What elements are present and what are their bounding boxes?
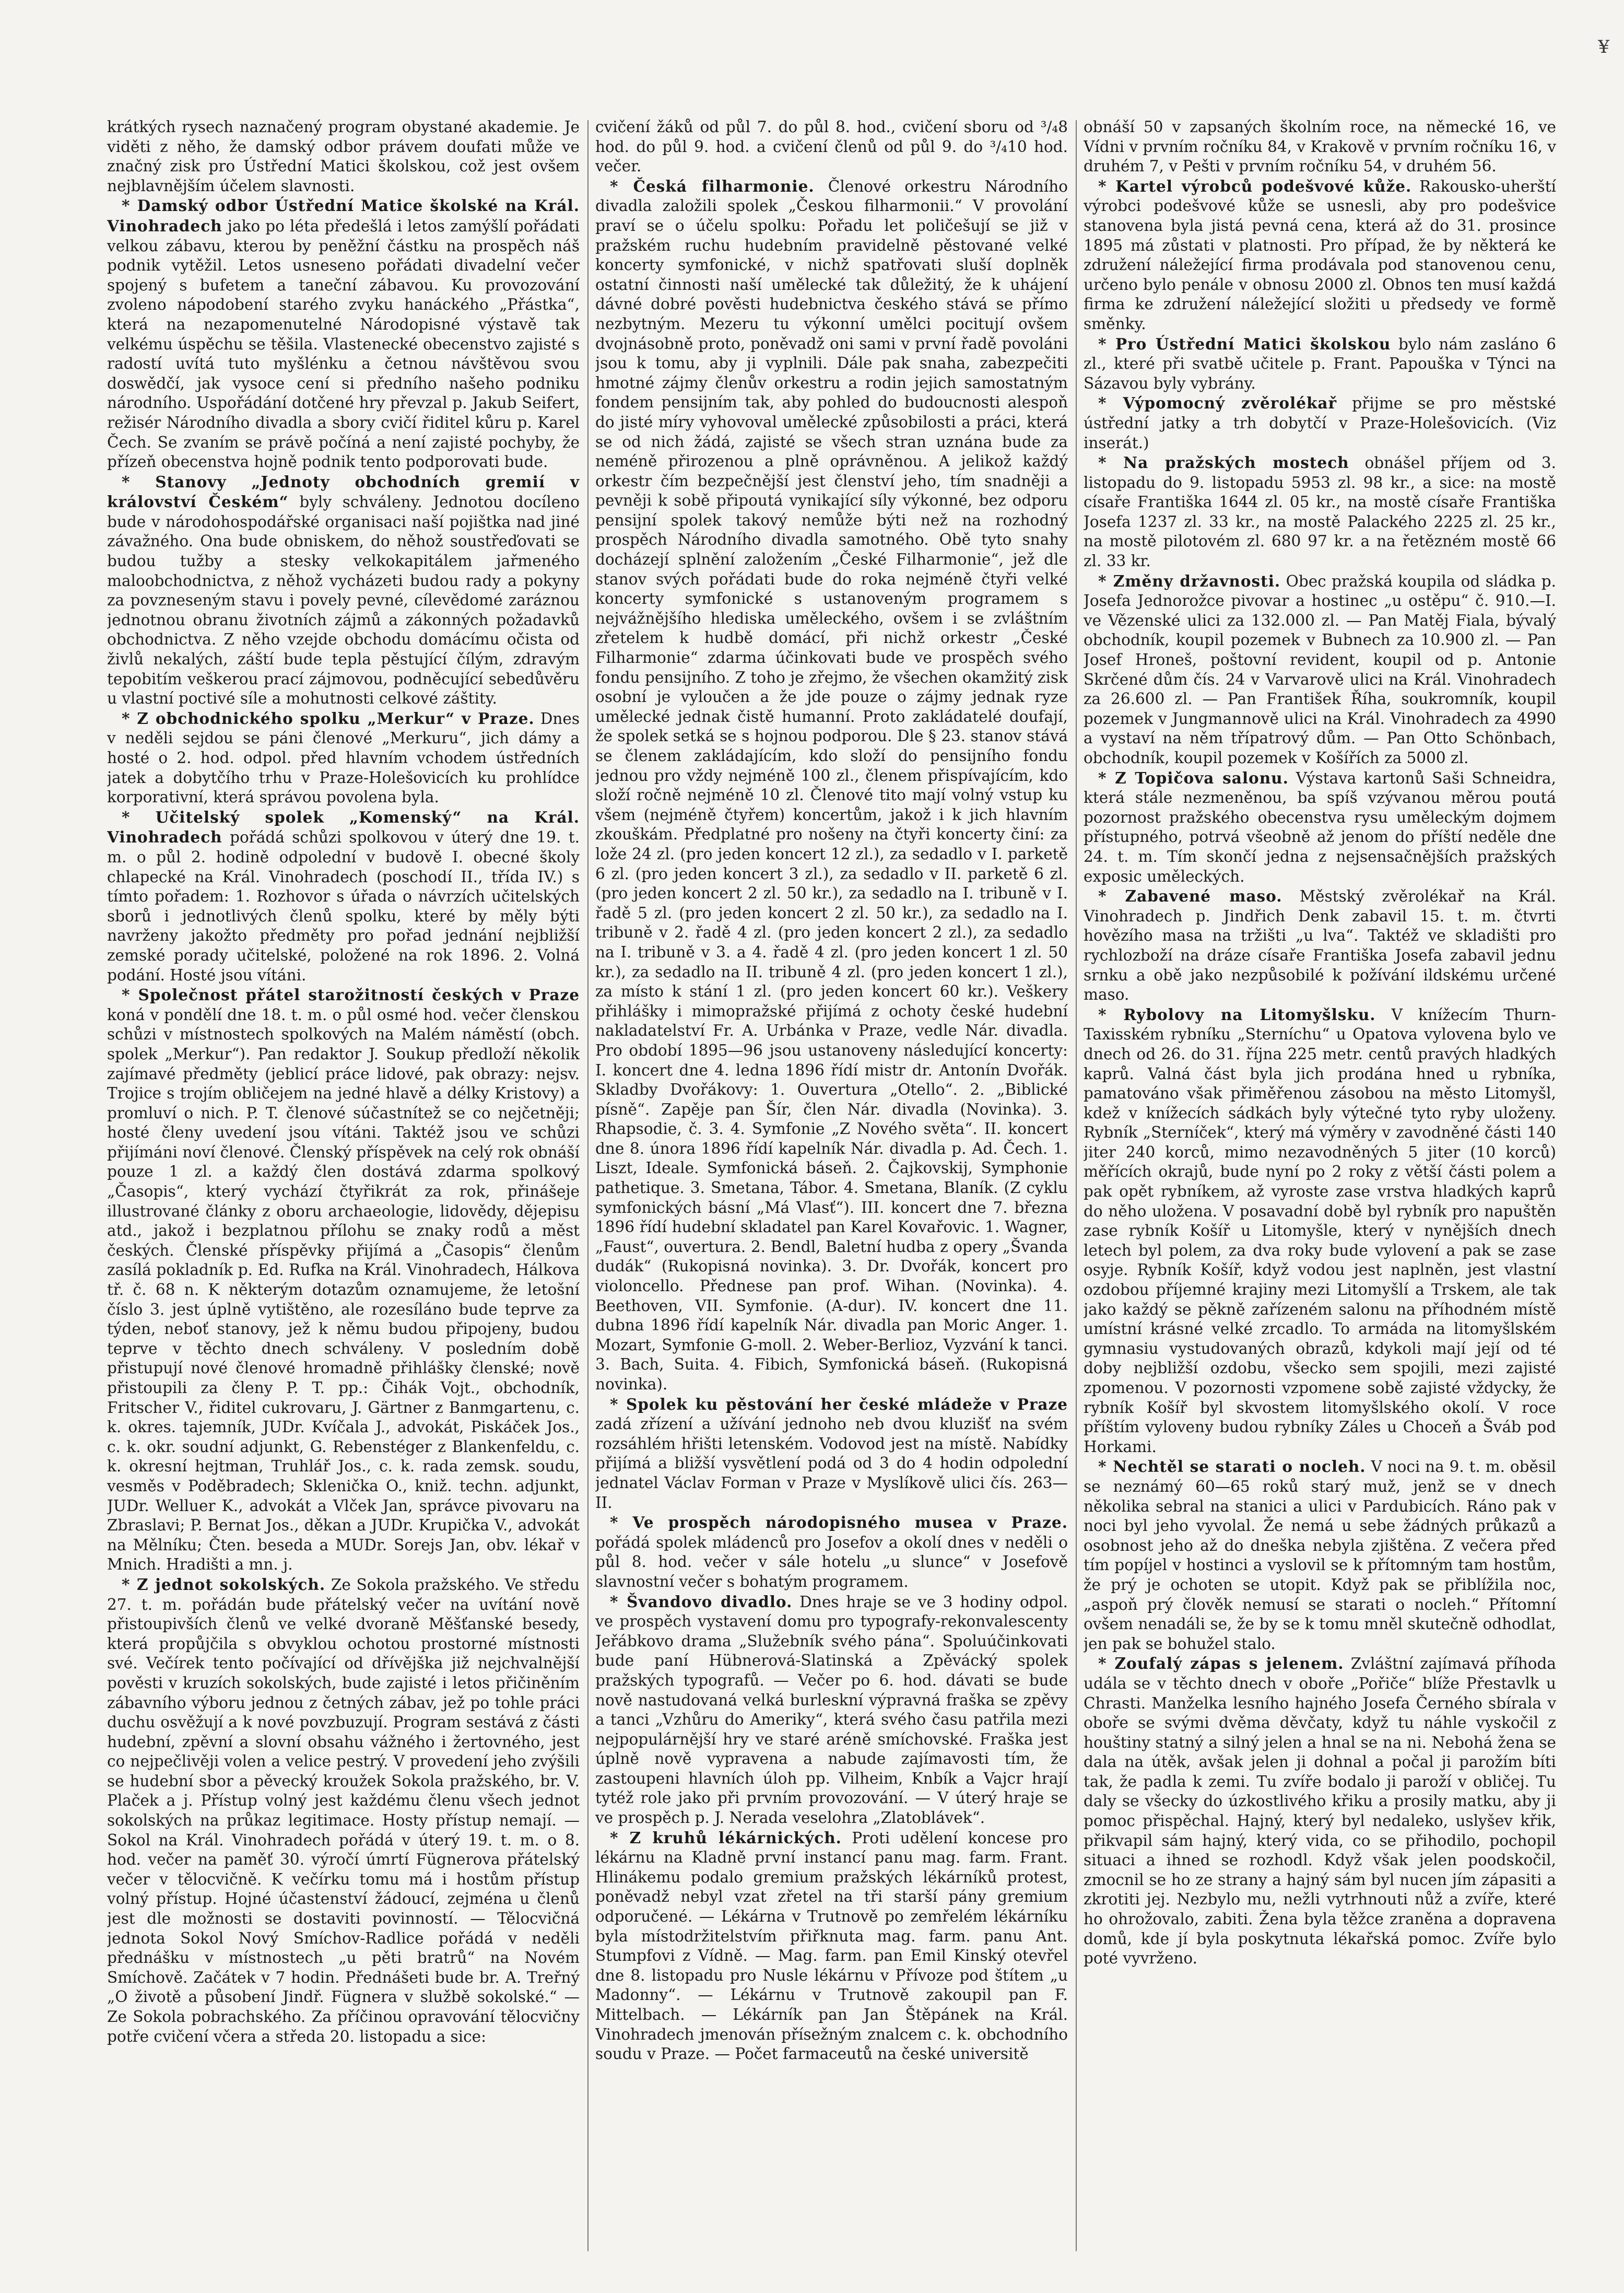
news-item-text: pořádá schůzi spolkovou v úterý dne 19. t. m. o půl 2. hodině odpolední v budově I. obecné školy chlapecké na Král. Vinohradech (poschodí II., třída IV.) s tímto pořadem: 1. Rozhovor s úřada o návrzích učitelských sborů i jednotlivých členů spolku, které by měly býti navrženy jakožto předměty pro pořad jednání nejbližší zemské porady učitelské, položené na rok 1896. 2. Volná podání. Hosté jsou vítáni. [107, 828, 580, 984]
news-item [595, 118, 1068, 177]
news-item-text: zadá zřízení a užívání jednoho neb dvou kluzišť na svém rozsáhlém hřišti letenském. Vodovod jest na místě. Nabídky přijímá a bližší vysvětlení podá od 3 do 4 hodin odpolední jednatel Václav Forman v Praze v Myslíkově ulici čís. 263—II. [595, 1415, 1068, 1512]
news-item-text: Obec pražská koupila od sládka p. Josefa Jednorožce pivovar a hostinec „u ostěpu“ č. 910.—I. ve Vězenské ulici za 132.000 zl. — Pan Matěj Fiala, bývalý obchodník, koupil pozemek v Bubnech za 10.900 zl. — Pan Josef Hroneš, poštovní revident, koupil od p. Antonie Skrčené dům čís. 24 v Varvarově ulici na Král. Vinohradech za 26.600 zl. — Pan František Říha, soukromník, koupil pozemek v Jungmannově ulici na Král. Vinohradech za 4990 a vystaví na něm třípatrový dům. — Pan Otto Schönbach, obchodník, koupil pozemek v Košířích za 5000 zl. [1084, 572, 1556, 767]
news-item [107, 472, 580, 709]
news-item-heading: * Zoufalý zápas s jelenem. [1098, 1654, 1344, 1673]
column-left [107, 118, 580, 2254]
news-item [595, 177, 1068, 1395]
news-item-text: pořádá spolek mládenců pro Josefov a okolí dnes v neděli o půl 8. hod. večer v sále hotelu „u slunce“ v Josefově slavnostní večer s bohatým programem. [595, 1533, 1068, 1590]
news-item [107, 709, 580, 808]
news-item [1084, 571, 1556, 768]
news-item [595, 1828, 1068, 2064]
news-item-text: Výstava kartonů Saši Schneidra, která stále nezmeněnou, ba spíš vzývanou měrou poutá pozornost pražského obecenstva rysu uměleckým dojmem přístupného, potrvá všeobně až jenom do příští neděle dne 24. t. m. Tím skončí jedna z nejsensačnějších pražských exposic uměleckých. [1084, 769, 1556, 885]
news-item-heading: * Nechtěl se starati o nocleh. [1098, 1457, 1366, 1476]
news-item-heading: * Zabavené maso. [1098, 887, 1282, 906]
news-item-text: přijme se pro městské ústřední jatky a trh dobytčí v Praze-Holešovicích. (Viz inserát.) [1084, 394, 1556, 452]
page-edge-mark: ¥ [1598, 37, 1609, 57]
news-item-text: bylo nám zasláno 6 zl., které při svatbě učitele p. Frant. Papouška v Týnci na Sázavou byly vybrány. [1084, 335, 1556, 392]
news-item-text: obnáší 50 v zapsaných školním roce, na německé 16, ve Vídni v prvním ročníku 84, v Krakově v prvním ročníku 16, v druhém 7, v Pešti v prvním ročníku 54, v druhém 56. [1084, 118, 1556, 176]
news-item-text: jako po léta předešlá i letos zamýšlí pořádati velkou zábavu, kterou by peněžní částku na prospěch náš podnik vytěžil. Letos usneseno pořádati divadelní večer spojený s bufetem a taneční zábavou. Ku provozování zvoleno nápodobení starého zvyku hanáckého „Přástka“, která na nezapomenutelné Národopisné výstavě tak velkému úspěchu se těšila. Vlastenecké obecenstvo zajisté s radostí uvítá tuto myšlénku a četnou návštěvou svou doswědčí, jak vysoce cení si předního našeho podniku národního. Uspořádání dotčené hry převzal p. Jakub Seifert, režisér Národního divadla a sbory cvičí řiditel kůru p. Karel Čech. Se zvaním se právě počíná a není zajisté pochyby, že přízeň obecenstva hojně podnik tento podporovati bude. [107, 217, 580, 471]
news-item-heading: * Česká filharmonie. [610, 177, 815, 195]
news-item-text: krátkých rysech naznačený program obystané akademie. Je viděti z něho, že damský odbor právem doufati může ve značný zisk pro Ústřední Matici školskou, což jest ovšem nejblavnějším účelem slavnosti. [107, 118, 580, 195]
news-item-text: obnášel příjem od 3. listopadu do 9. listopadu 5953 zl. 98 kr., a sice: na mostě císaře Františka 1644 zl. 05 kr., na mostě císaře Františka Josefa 1237 zl. 33 kr., na mostě Palackého 2225 zl. 25 kr., na mostě pilotovém zl. 680 97 kr. a na řetězném mostě 66 zl. 33 kr. [1084, 454, 1556, 570]
news-item-heading: * Z kruhů lékárnických. [610, 1828, 842, 1847]
news-item-heading: * Spolek ku pěstování her české mládeže v Praze [610, 1395, 1068, 1413]
news-item [1084, 1005, 1556, 1457]
news-item [107, 118, 580, 196]
news-item-heading: * Z Topičova salonu. [1098, 768, 1289, 787]
news-item-heading: * Z jednot sokolských. [122, 1575, 326, 1594]
news-item-heading: * Změny državnosti. [1098, 571, 1281, 590]
news-item [1084, 393, 1556, 453]
news-item-heading: * Švandovo divadlo. [610, 1592, 793, 1611]
news-item-text: Ze Sokola pražského. Ve středu 27. t. m. pořádán bude přátelský večer na uvítání nově přistoupivších členů ve velké dvoraně Měšťanské besedy, která propůjčila s obvyklou ochotou prostorné místnosti své. Večírek tento počívající od dřívějška již nejchvalnější pověsti v kruzích sokolských, bude zajisté i letos přičiněním zábavního výboru jednou z četných zábav, jež po tohle práci duchu osvěžují a k nové povzbuzují. Program sestává z části hudební, zpěvní a slovní obsahu vážného i žertovného, jest co nejpečlivěji volen a velice pestrý. V provedení jeho zvýšili se hudební sbor a pěvecký kroužek Sokola pražského, br. V. Plaček a j. Přístup volný jest každému členu všech jednot sokolských na průkaz legitimace. Hosty přístup nemají. — Sokol na Král. Vinohradech pořádá v úterý 19. t. m. o 8. hod. večer na paměť 30. výročí úmrtí Fügnerova přátelský večer v tělocvičně. K večírku tomu má i hostům přístup volný přístup. Hojné účastenství žádoucí, zejména u členů jest dle možnosti se dostaviti povinností. — Tělocvičná jednota Sokol Nový Smíchov-Radlice pořádá v neděli přednášku v místnostech „u pěti bratrů“ na Novém Smíchově. Začátek v 7 hodin. Přednášeti bude br. A. Treřný „O životě a působení Jindř. Fügnera v službě sokolské.“ — Ze Sokola pobrachského. Za příčinou opravování tělocvičny potře cvičení včera a středa 20. listopadu a sice: [107, 1575, 580, 2045]
news-item-text: V noci na 9. t. m. oběsil se neznámý 60—65 roků starý muž, jenž se v dnech několika sebral na stanici a ulici v Pardubicích. Ráno pak v noci byl jeho vyvolal. Že nemá u sebe žádných průkazů a osobnost jeho až do dneška nebyla zjištěna. Z večera před tím popíjel v hostinci a vyslovil se k přítomným tam hostům, že prý je ochoten se utopit. Když pak se přiblížila noc, „aspoň prý člověk nemusí se starati o nocleh.“ Přítomní ovšem nenadáli se, že by se k tomu mněl skutečně odhodlat, jen pak se bohužel stalo. [1084, 1458, 1556, 1653]
news-item [1084, 118, 1556, 177]
article-columns [107, 118, 1556, 2254]
news-item [595, 1513, 1068, 1592]
news-item-heading: * Učitelský spolek „Komenský“ na Král. Vinohradech [107, 808, 580, 847]
news-item-heading: * Kartel výrobců podešvové kůže. [1098, 177, 1412, 195]
news-item-text: Rakousko-uherští výrobci podešvové kůže se usnesli, aby pro podešvice stanovena byla jistá pevná cena, která až do 31. prosince 1895 má zůstati v platnosti. Pro případ, že by některá ke združení náležející firma prodávala pod stanovenou cenu, určeno bylo penále v obnosu 2000 zl. Obnos ten musí každá firma ke združení náležející složiti u předsedy ve formě směnky. [1084, 177, 1556, 333]
news-item [107, 1575, 580, 2046]
news-item-text: Zvláštní zajímavá příhoda udála se v těchto dnech v oboře „Pořiče“ blíže Přestavlk u Chrasti. Manželka lesního hajného Josefa Černého sbírala v oboře se svými dvěma děvčaty, když tu náhle vyskočil z houštiny statný a silný jelen a hnal se na ni. Nebohá žena se dala na útěk, avšak jelen ji dohnal a počal ji parožím bíti tak, že padla k zemi. Tu zvíře bodalo ji paroží v obličej. Tu daly se všecky do úzkostlivého křiku a prosily matku, aby ji pomoc přispěchal. Hajný, který byl nedaleko, uslyšev křik, přikvapil sám hajný, který vida, co se přihodilo, pochopil situaci a ihned se rozhodl. Když však jelen poodskočil, zmocnil se ho ze strany a hajný sám byl nucen jím zápasiti a zkrotiti jej. Nezbylo mu, nežli vytrhnouti nůž a zvíře, které ho ohrožovalo, zabiti. Žena byla těžce zraněna a dopravena domů, kde jí byla poskytnuta lékařská pomoc. Zvíře bylo poté vyvrženo. [1084, 1655, 1556, 1968]
news-item-text: Dnes hraje se ve 3 hodiny odpol. ve prospěch vystavení domu pro typografy-rekonvalescenty Jeřábkovo drama „Služebník svého pána“. Spoluúčinkovati bude paní Hübnerová-Slatinská a Zpěvácký spolek pražských typografů. — Večer po 6. hod. dávati se bude nově nastudovaná velká burleskní výpravná fraška se zpěvy a tanci „Vzhůru do Ameriky“, která svého času patřila mezi nejpopulárnější hry ve staré aréně smíchovské. Fraška jest úplně nově vypravena a nabude zajímavosti tím, že zastoupeni hlavních úloh pp. Vilheim, Knbík a Vajcr hrají tytéž role jako při prvním provozování. — V úterý hraje se ve prospěch p. J. Nerada veselohra „Zlatoblávek“. [595, 1593, 1068, 1827]
news-item [1084, 334, 1556, 394]
news-item-heading: * Ve prospěch národopisného musea v Praze. [610, 1513, 1068, 1532]
news-item [107, 985, 580, 1575]
news-item-heading: * Damský odbor Ústřední Matice školské na Král. Vinohradech [107, 196, 580, 235]
news-item [595, 1592, 1068, 1828]
news-item [107, 196, 580, 472]
news-item-text: cvičení žáků od půl 7. do půl 8. hod., cvičení sboru od ³/₄8 hod. do půl 9. hod. a cvičení členů od půl 9. do ³/₄10 hod. večer. [595, 118, 1068, 176]
news-item-heading: * Rybolovy na Litomyšlsku. [1098, 1005, 1376, 1024]
news-item-heading: * Stanovy „Jednoty obchodních gremií v království Českém“ [107, 472, 580, 511]
news-item [1084, 886, 1556, 1005]
news-item-text: Dnes v neděli sejdou se páni členové „Merkuru“, jich dámy a hosté o 2. hod. odpol. před hlavním vchodem ústředních jatek a dobytčího trhu v Praze-Holešovicích ku prohlídce korporativní, která správou povolena byla. [107, 709, 580, 806]
news-item [1084, 453, 1556, 571]
news-item-text: Členové orkestru Národního divadla založili spolek „Českou filharmonii.“ V provolání praví se o účelu spolku: Pořadu let poličešují se již v pražském ruchu hudebním pravidelně pěstované velké koncerty symfonické, v nichž spatřovati sluší doplněk ostatní činnosti naší umělecké tak důležitý, že k uhájení dávné dobré pověsti hudebnictva českého stává se přímo nezbytným. Mezeru tu výkonní umělci pocitují ovšem dvojnásobně proto, poněvadž oni sami v první řadě povoláni jsou k tomu, aby ji vyplnili. Dále pak snaha, zabezpečiti hmotné zájmy členův orkestru a rodin jejich samostatným fondem pensijním tak, aby pohled do budoucnosti alespoň do jisté míry vyhovoval umělecké způsobilosti a práci, která se od nich žádá, zajisté se všech stran uznána bude za neméně přirozenou a plně oprávněnou. A jelikož každý orkestr čím bezpečnější jest členství jeho, tím snadněji a pevněji k sobě připoutá vynikající síly výkonné, bez odporu pensijní spolek takový nemůže býti než na rozhodný prospěch Národního divadla samotného. Obě tyto snahy docházejí splnění založením „České Filharmonie“, jež dle stanov svých pořádati bude do roka nejméně čtyři velké koncerty symfonické s ustanoveným programem s nejvážnějšího hlediska uměleckého, ovšem i se zvláštním zřetelem k hudbě domácí, při nichž orkestr „České Filharmonie“ zdarma účinkovati bude ve prospěch svého fondu pensijního. Z toho je zřejmo, že všechen okamžitý zisk osobní je vyloučen a že jde pouze o zájmy jednak ryze umělecké jednak čistě humanní. Proto zakládatelé doufají, že spolek setká se s hojnou podporou. Dle § 23. stanov stává se členem zakládajícím, kdo složí do pensijního fondu jednou pro vždy nejméně 100 zl., členem přispívajícím, kdo složí ročně nejméně 10 zl. Členové tito mají volný vstup ku všem (nejméně čtyřem) koncertům, jakož i k jich hlavním zkouškám. Předplatné pro nošeny na čtyři koncerty činí: za lože 24 zl. (pro jeden koncert 12 zl.), za sedadlo v I. parketě 6 zl. (pro jeden koncert 3 zl.), za sedadlo v II. parketě 6 zl. (pro jeden koncert 2 zl. 50 kr.), za sedadlo na I. tribuně v I. řadě 5 zl. (pro jeden koncert 2 zl. 50 kr.), za sedadlo na I. tribuně v 2. řadě 4 zl. (pro jeden koncert 2 zl.), za sedadlo na I. tribuně v 3. a 4. řadě 4 zl. (pro jeden koncert 1 zl. 50 kr.), za sedadlo na II. tribuně 4 zl. (pro jeden koncert 1 zl.), za místo k stání 1 zl. (pro jeden koncert 60 kr.). Veškery přihlášky i mimopražské přijímá z ochoty české hudební nakladatelství Fr. A. Urbánka v Praze, vedle Nár. divadla. Pro období 1895—96 jsou ustanoveny následující koncerty: I. koncert dne 4. ledna 1896 řídí mistr dr. Antonín Dvořák. Skladby Dvořákovy: 1. Ouvertura „Otello“. 2. „Biblické písně“. Zapěje pan Šír, člen Nár. divadla (Novinka). 3. Rhapsodie, č. 3. 4. Symfonie „Z Nového světa“. II. koncert dne 8. února 1896 řídí kapelník Nár. divadla p. Ad. Čech. 1. Liszt, Ideale. Symfonická báseň. 2. Čajkovskij, Symphonie pathetique. 3. Smetana, Tábor. 4. Smetana, Blaník. (Z cyklu symfonických básní „Má Vlasť“). III. koncert dne 7. března 1896 řídí hudební skladatel pan Karel Kovařovic. 1. Wagner, „Faust“, ouvertura. 2. Bendl, Baletní hudba z opery „Švanda dudák“ (Rukopisná novinka). 3. Dr. Dvořák, koncert pro violoncello. Přednese pan prof. Wihan. (Novinka). 4. Beethoven, VII. Symfonie. (A-dur). IV. koncert dne 11. dubna 1896 řídí kapelník Nár. divadla pan Moric Anger. 1. Mozart, Symfonie G-moll. 2. Weber-Berlioz, Vyzvání k tanci. 3. Bach, Suita. 4. Fibich, Symfonická báseň. (Rukopisná novinka). [595, 177, 1068, 1393]
news-item-heading: * Pro Ústřední Matici školskou [1098, 334, 1391, 353]
news-item-text: Městský zvěrolékař na Král. Vinohradech p. Jindřich Denk zabavil 15. t. m. čtvrti hovězího masa na tržišti „u lva“. Taktéž ve skladišti pro rychlozboží na dráze císaře Františka Josefa zabavil jednu srnku a obě jako nezpůsobilé k požívání ildskému určené maso. [1084, 887, 1556, 1004]
column-right [1084, 118, 1556, 2254]
news-item [1084, 177, 1556, 334]
news-item-text: koná v pondělí dne 18. t. m. o půl osmé hod. večer členskou schůzi v místnostech spolkových na Malém náměstí (obch. spolek „Merkur“). Pan redaktor J. Soukup předloží několik zajímavé předměty (jeblicí práce lidové, pak obrazy: nejsv. Trojice s trojím obličejem na jedné hlavě a délky Kristovy) a promluví o nich. P. T. členové súčastnítež se co nejčetněji; hosté členy uvedení jsou vítáni. Taktéž jsou ve schůzi přijímáni noví členové. Členský příspěvek na celý rok obnáší pouze 1 zl. a každý člen dostává zdarma spolkový „Časopis“, který vychází čtyřikrát za rok, přinášeje illustrované články z oboru archaeologie, lidovědy, dějepisu atd., jakož i bezplatnou přílohu se znaky rodů a měst českých. Členské příspěvky přijímá a „Časopis“ členům zasílá pokladník p. Ed. Rufka na Král. Vinohradech, Hálkova tř. č. 68 n. K některým dotazům oznamujeme, že letošní číslo 3. jest úplně vytištěno, ale rozesíláno bude teprve za týden, neboť stanovy, jež k němu budou připojeny, budou teprve v těchto dnech schváleny. V posledním době přistupují nové členové hromadně přihlášky členské; nově přistoupili za členy P. T. pp.: Čihák Vojt., obchodník, Fritscher V., řiditel cukrovaru, J. Gärtner z Banmgartenu, c. k. okres. tajemník, JUDr. Kvíčala J., advokát, Piskáček Jos., c. k. okr. soudní adjunkt, G. Rebenstéger z Blankenfeldu, c. k. okresní hejtman, Truhlář Jos., c. k. rada zemsk. soudu, vesměs v Poděbradech; Sklenička O., kniž. techn. adjunkt, JUDr. Welluer K., advokát a Vlček Jan, správce pivovaru na Zbraslavi; P. Bernat Jos., děkan a JUDr. Krupička V., advokát na Mělníku; Čten. beseda a MUDr. Sorejs Jan, obv. lékař v Mnich. Hradišti a mn. j. [107, 1005, 580, 1574]
news-item-heading: * Na pražských mostech [1098, 453, 1349, 472]
news-item [595, 1395, 1068, 1513]
news-item [1084, 1457, 1556, 1654]
news-item-heading: * Výpomocný zvěrolékař [1098, 394, 1337, 413]
news-item-text: Proti udělení koncese pro lékárnu na Kladně první instancí panu mag. farm. Frant. Hlinákemu podalo gremium pražských lékárníků protest, poněvadž nebyl vzat zřetel na tři starší pány gremium odporučené. — Lékárna v Trutnově po zemřelém lékárníku byla místodržitelstvím přiřknuta mag. farm. panu Ant. Stumpfovi z Vídně. — Mag. farm. pan Emil Kinský otevřel dne 8. listopadu pro Nusle lékárnu v Přívoze pod štítem „u Madonny“. — Lékárnu v Trutnově zakoupil pan F. Mittelbach. — Lékárník pan Jan Štěpánek na Král. Vinohradech jmenován přísežným znalcem c. k. obchodního soudu v Praze. — Počet farmaceutů na české universitě [595, 1829, 1068, 2063]
news-item [1084, 1654, 1556, 1969]
news-item-heading: * Z obchodnického spolku „Merkur“ v Praze. [122, 709, 535, 728]
news-item-text: byly schváleny. Jednotou docíleno bude v národohospodářské organisaci naší pojištka nad jiné závažného. Ona bude obniskem, do něhož soustřeďovati se budou tužby a stesky velkokapitálem jařmeného maloobchodnictva, z něhož vycházeti budou rady a pokyny za povzneseným stavu i povely pevné, cílevědomé zaráznou jednotnou obranu životních zájmů a zákonných požadavků obchodnictva. Z něho vzejde obchodu domácímu očista od živlů nekalých, záští bude tepla pěstující čílým, zdravým tepobitím veškerou prací zájmovou, podněcující sebedůvěru u vlastní poctivé síle a mohutnosti celkové záštity. [107, 493, 580, 708]
news-item [1084, 768, 1556, 887]
news-item-heading: * Společnost přátel starožitností českých v Praze [122, 986, 580, 1004]
column-middle [595, 118, 1068, 2254]
news-item [107, 808, 580, 985]
news-item-text: V knížecím Thurn-Taxisském rybníku „Sterníchu“ u Opatova vylovena bylo ve dnech od 26. do 31. října 225 metr. centů pravých hladkých kaprů. Valná část byla jich prodána hned u rybníka, pamatováno však přiměřenou zásobou na město Litomyšl, kdež v knížecích sádkách byly výtečné tyto ryby uloženy. Rybník „Sterníček“, který má výměry v zavodněné části 140 jiter 240 korců, mimo nezavodněných 5 jiter (10 korců) měřících okrajů, bude nyní po 2 roky z větší části polem a pak opět rybníkem, až vyroste zase vrstva hladkých kaprů do něho uložena. V posavadní době byl rybník pro napuštěn zase rybník Košíř u Litomyšle, který v nynějších dnech letech byl polem, za dva roky bude vylovení a pak se zase osyje. Rybník Košíř, když vodou jest naplněn, jest vlastní ozdobou příjemné krajiny mezi Litomyšlí a Trskem, ale tak jako každý se pěkně zařízeném salonu na příhodném místě umístní krásné velké zrcadlo. To armáda na litomyšlském gymnasiu vystudovaných obrazů, kdykoli mají její od té doby nejbližší ozdobu, všecko sem spojili, mezi zajisté zpomenou. V pozornosti vzpomene sobě zajisté vždycky, že rybník Košíř byl skvostem litomyšlského okolí. V roce příštím vyloveny budou rybníky Záles u Choceň a Šváb pod Horkami. [1084, 1005, 1556, 1456]
